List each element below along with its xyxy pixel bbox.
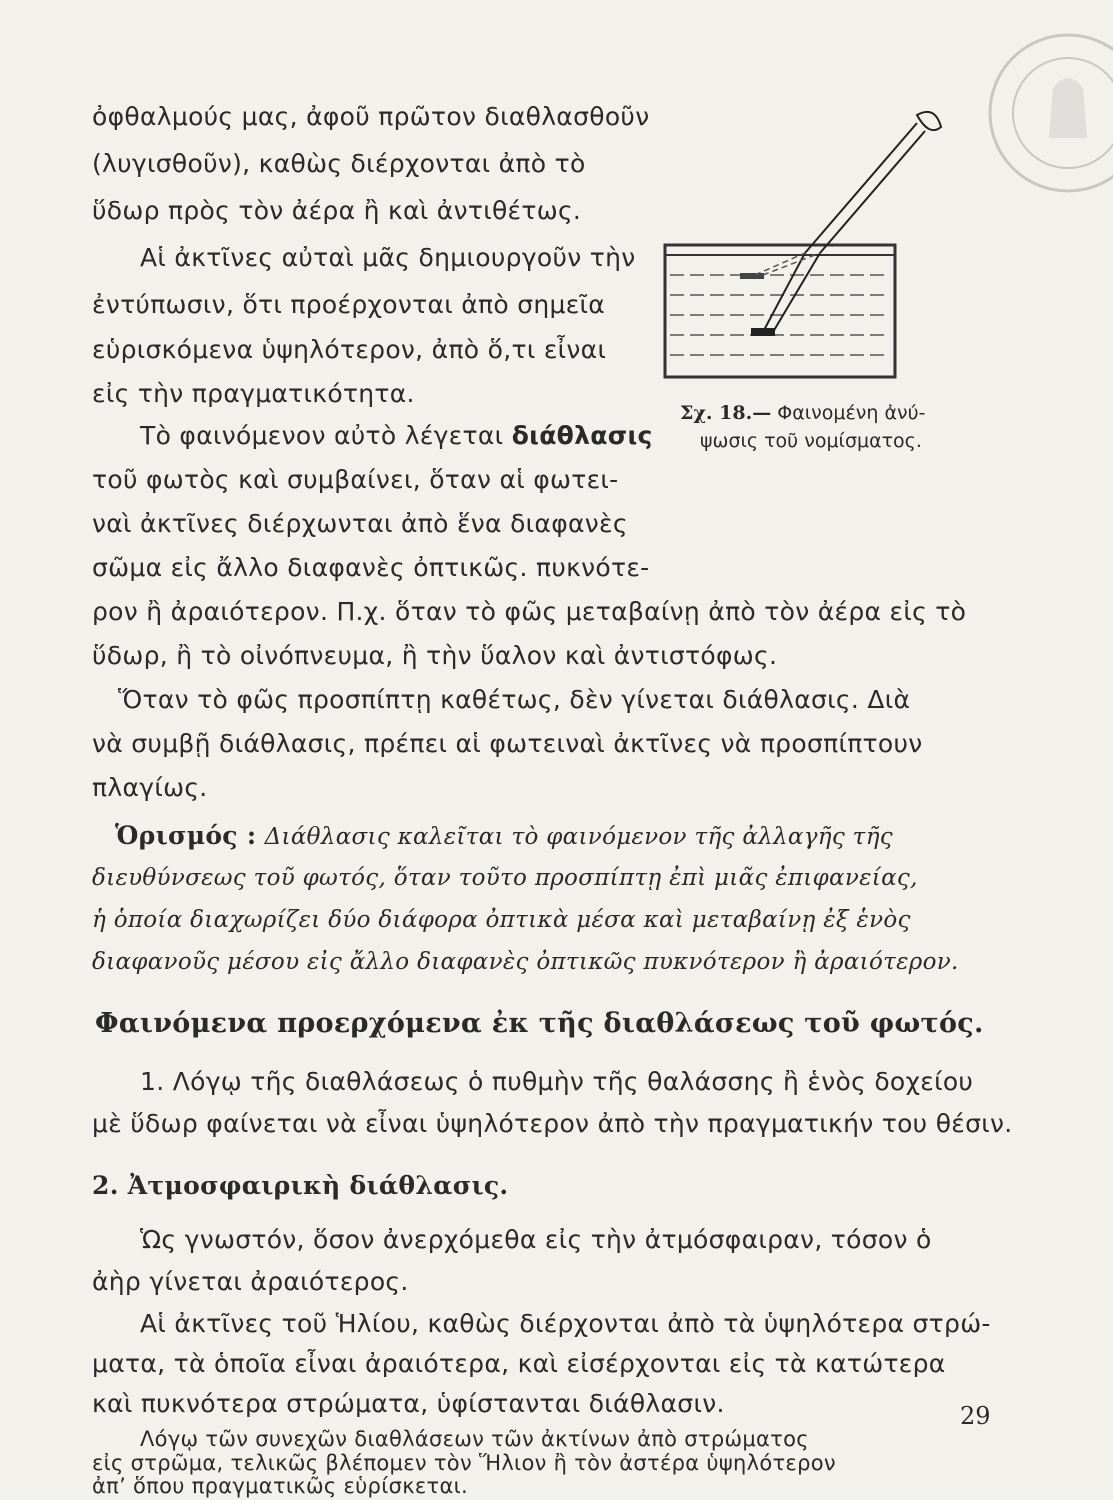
text-line: μὲ ὕδωρ φαίνεται νὰ εἶναι ὑψηλότερον ἀπὸ τὴν πραγματικήν του θέσιν. (92, 1109, 1013, 1138)
text-line: ρον ἢ ἀραιότερον. Π.χ. ὅταν τὸ φῶς μεταβαίνῃ ἀπὸ τὸν ἀέρα εἰς τὸ (92, 597, 967, 626)
text-line: (λυγισθοῦν), καθὼς διέρχονται ἀπὸ τὸ (92, 149, 586, 178)
text-line: ματα, τὰ ὁποῖα εἶναι ἀραιότερα, καὶ εἰσέρχονται εἰς τὰ κατώτερα (92, 1349, 946, 1378)
definition-line: διευθύνσεως τοῦ φωτός, ὅταν τοῦτο προσπίπτῃ ἐπὶ μιᾶς ἐπιφανείας, (92, 865, 918, 891)
text-run: Τὸ φαινόμενον αὐτὸ λέγεται (140, 421, 512, 450)
figure-coin-refraction (655, 95, 955, 395)
section-heading: Φαινόμενα προερχόμενα ἐκ τῆς διαθλάσεως τοῦ φωτός. (95, 1008, 984, 1039)
figure-caption (680, 402, 925, 424)
text-line: Αἱ ἀκτῖνες αὐταὶ μᾶς δημιουργοῦν τὴν (140, 243, 636, 272)
coin-apparent (740, 273, 764, 279)
text-line: τοῦ φωτὸς καὶ συμβαίνει, ὅταν αἱ φωτει- (92, 465, 619, 494)
text-line: πλαγίως. (92, 773, 208, 802)
text-line: Αἱ ἀκτῖνες τοῦ Ἡλίου, καθὼς διέρχονται ἀπὸ τὰ ὑψηλότερα στρώ- (140, 1309, 991, 1338)
text-line: ναὶ ἀκτῖνες διέρχωνται ἀπὸ ἕνα διαφανὲς (92, 509, 628, 538)
definition-line: ἡ ὁποία διαχωρίζει δύο διάφορα ὀπτικὰ μέσα καὶ μεταβαίνῃ ἐξ ἑνὸς (92, 907, 911, 933)
text-line: Ὡς γνωστόν, ὅσον ἀνερχόμεθα εἰς τὴν ἀτμόσφαιραν, τόσον ὁ (140, 1225, 932, 1254)
term-diathlasis: διάθλασις (511, 421, 653, 450)
page-number: 29 (960, 1402, 991, 1430)
definition-line: διαφανοῦς μέσου εἰς ἄλλο διαφανὲς ὀπτικῶς πυκνότερον ἢ ἀραιότερον. (92, 949, 959, 975)
eye-icon (917, 112, 941, 130)
subsection-heading: 2. Ἀτμοσφαιρικὴ διάθλασις. (92, 1171, 509, 1200)
text-line: Λόγῳ τῶν συνεχῶν διαθλάσεων τῶν ἀκτίνων ἀπὸ στρώματος (140, 1427, 809, 1451)
definition-line (115, 820, 893, 853)
definition-text: Διάθλασις καλεῖται τὸ φαινόμενον τῆς ἀλλαγῆς τῆς (264, 824, 893, 850)
figure-label: Σχ. 18.— (680, 402, 772, 424)
figure-caption-text: Φαινομένη ἀνύ- (777, 402, 926, 424)
definition-label: Ὁρισμός : (115, 821, 257, 850)
text-line: εὑρισκόμενα ὑψηλότερον, ἀπὸ ὅ,τι εἶναι (92, 335, 607, 364)
text-line: εἰς στρῶμα, τελικῶς βλέπομεν τὸν Ἥλιον ἢ τὸν ἀστέρα ὑψηλότερον (92, 1451, 836, 1475)
text-line: σῶμα εἰς ἄλλο διαφανὲς ὀπτικῶς. πυκνότε- (92, 553, 650, 582)
text-line: ἀὴρ γίνεται ἀραιότερος. (92, 1267, 409, 1296)
figure-caption-line2: ψωσις τοῦ νομίσματος. (700, 430, 922, 452)
text-line: νὰ συμβῇ διάθλασις, πρέπει αἱ φωτειναὶ ἀκτῖνες νὰ προσπίπτουν (92, 729, 923, 758)
text-line: καὶ πυκνότερα στρώματα, ὑφίστανται διάθλασιν. (92, 1389, 725, 1418)
text-line: ἀπ’ ὅπου πραγματικῶς εὑρίσκεται. (92, 1474, 469, 1498)
text-line (140, 420, 653, 452)
text-line: Ὅταν τὸ φῶς προσπίπτῃ καθέτως, δὲν γίνεται διάθλασις. Διὰ (118, 685, 911, 714)
text-line: ὀφθαλμούς μας, ἀφοῦ πρῶτον διαθλασθοῦν (92, 102, 650, 131)
text-line: εἰς τὴν πραγματικότητα. (92, 379, 415, 408)
library-stamp (983, 28, 1113, 198)
text-line: 1. Λόγῳ τῆς διαθλάσεως ὁ πυθμὴν τῆς θαλάσσης ἢ ἑνὸς δοχείου (140, 1067, 974, 1096)
text-line: ὕδωρ πρὸς τὸν ἀέρα ἢ καὶ ἀντιθέτως. (92, 196, 582, 225)
text-line: ὕδωρ, ἢ τὸ οἰνόπνευμα, ἢ τὴν ὕαλον καὶ ἀντιστόφως. (92, 641, 778, 670)
text-line: ἐντύπωσιν, ὅτι προέρχονται ἀπὸ σημεῖα (92, 290, 606, 319)
